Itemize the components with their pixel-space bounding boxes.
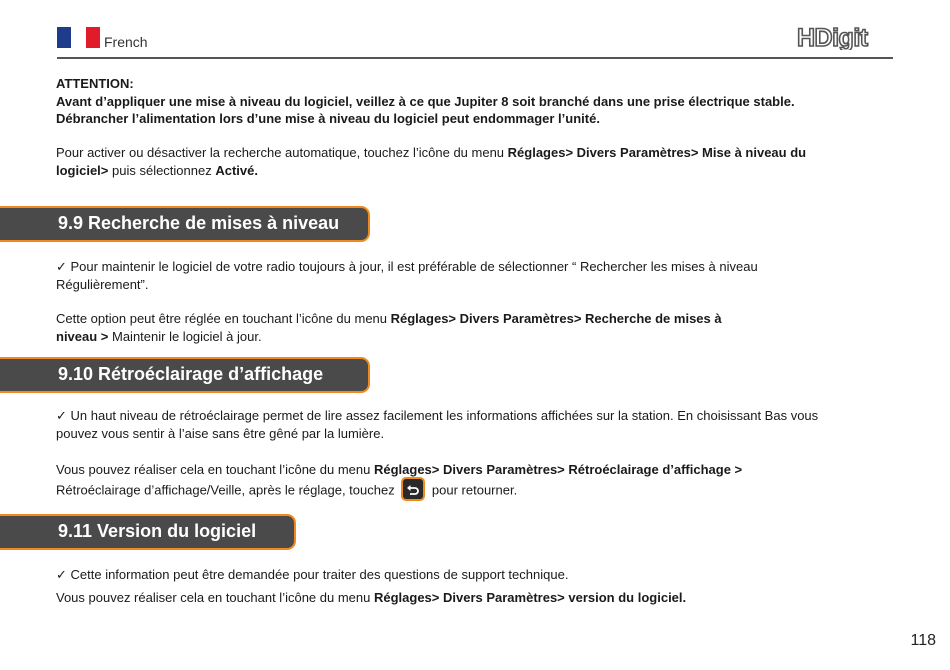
auto-search-text: Pour activer ou désactiver la recherche automatique, touchez l’icône du menu	[56, 145, 508, 160]
attention-line-1: Avant d’appliquer une mise à niveau du logiciel, veillez à ce que Jupiter 8 soit branché dans une prise électrique stable.	[56, 93, 795, 109]
section-9-10-text-3: pour retourner.	[428, 481, 518, 497]
section-heading-9-9	[0, 206, 370, 242]
section-heading-9-11	[0, 514, 296, 550]
section-9-10-text: Vous pouvez réaliser cela en touchant l’icône du menu	[56, 462, 374, 477]
attention-line-2: Débrancher l’alimentation lors d’une mise à niveau du logiciel peut endommager l’unité.	[56, 111, 600, 126]
auto-search-menu-path: Réglages> Divers Paramètres> Mise à niveau du logiciel>	[56, 145, 807, 178]
section-9-11-text: Vous pouvez réaliser cela en touchant l’icône du menu	[56, 590, 374, 605]
auto-search-paragraph	[56, 144, 846, 179]
back-arrow-icon	[401, 477, 425, 501]
section-9-11-title: 9.11 Version du logiciel	[58, 521, 257, 542]
section-9-10-bullet: ✓ Un haut niveau de rétroéclairage permet de lire assez facilement les informations affichées sur la station. En choisissant Bas vous pouvez vous sentir à l’aise sans être gêné par la lumière.	[56, 408, 819, 441]
language-label: French	[104, 34, 148, 50]
section-9-10-paragraph	[56, 461, 776, 503]
page-header	[57, 24, 893, 59]
section-9-9-bullet: ✓ Pour maintenir le logiciel de votre radio toujours à jour, il est préférable de sélectionner “ Rechercher les mises à niveau Régulièrement”.	[56, 259, 758, 292]
section-9-9-text: Cette option peut être réglée en touchant l’icône du menu	[56, 311, 391, 326]
section-9-11-bullet: ✓ Cette information peut être demandée pour traiter des questions de support technique.	[56, 567, 569, 582]
section-9-10-menu-path: Réglages> Divers Paramètres> Rétroéclairage d’affichage >	[373, 462, 743, 477]
french-flag-icon	[57, 27, 100, 48]
svg-text:HDigit: HDigit	[797, 24, 868, 50]
section-9-9-text-2: Maintenir le logiciel à jour.	[108, 328, 262, 344]
auto-search-text-2: puis sélectionnez	[108, 162, 216, 178]
section-heading-9-10	[0, 357, 370, 393]
attention-block	[56, 75, 846, 128]
attention-title: ATTENTION:	[56, 76, 134, 91]
section-9-11-menu-path: Réglages> Divers Paramètres> version du logiciel.	[373, 590, 687, 605]
section-9-10-title: 9.10 Rétroéclairage d’affichage	[58, 364, 324, 385]
section-9-9-paragraph	[56, 310, 756, 345]
auto-search-option: Activé.	[215, 162, 258, 178]
hdigit-logo	[797, 24, 893, 50]
section-9-11-paragraph	[56, 589, 846, 607]
section-9-10-text-2: Rétroéclairage d’affichage/Veille, après le réglage, touchez	[56, 481, 399, 497]
section-9-9-title: 9.9 Recherche de mises à niveau	[58, 213, 340, 234]
section-9-9-menu-path: Réglages> Divers Paramètres> Recherche de mises à niveau >	[56, 311, 722, 344]
page-number: 118	[910, 632, 936, 649]
